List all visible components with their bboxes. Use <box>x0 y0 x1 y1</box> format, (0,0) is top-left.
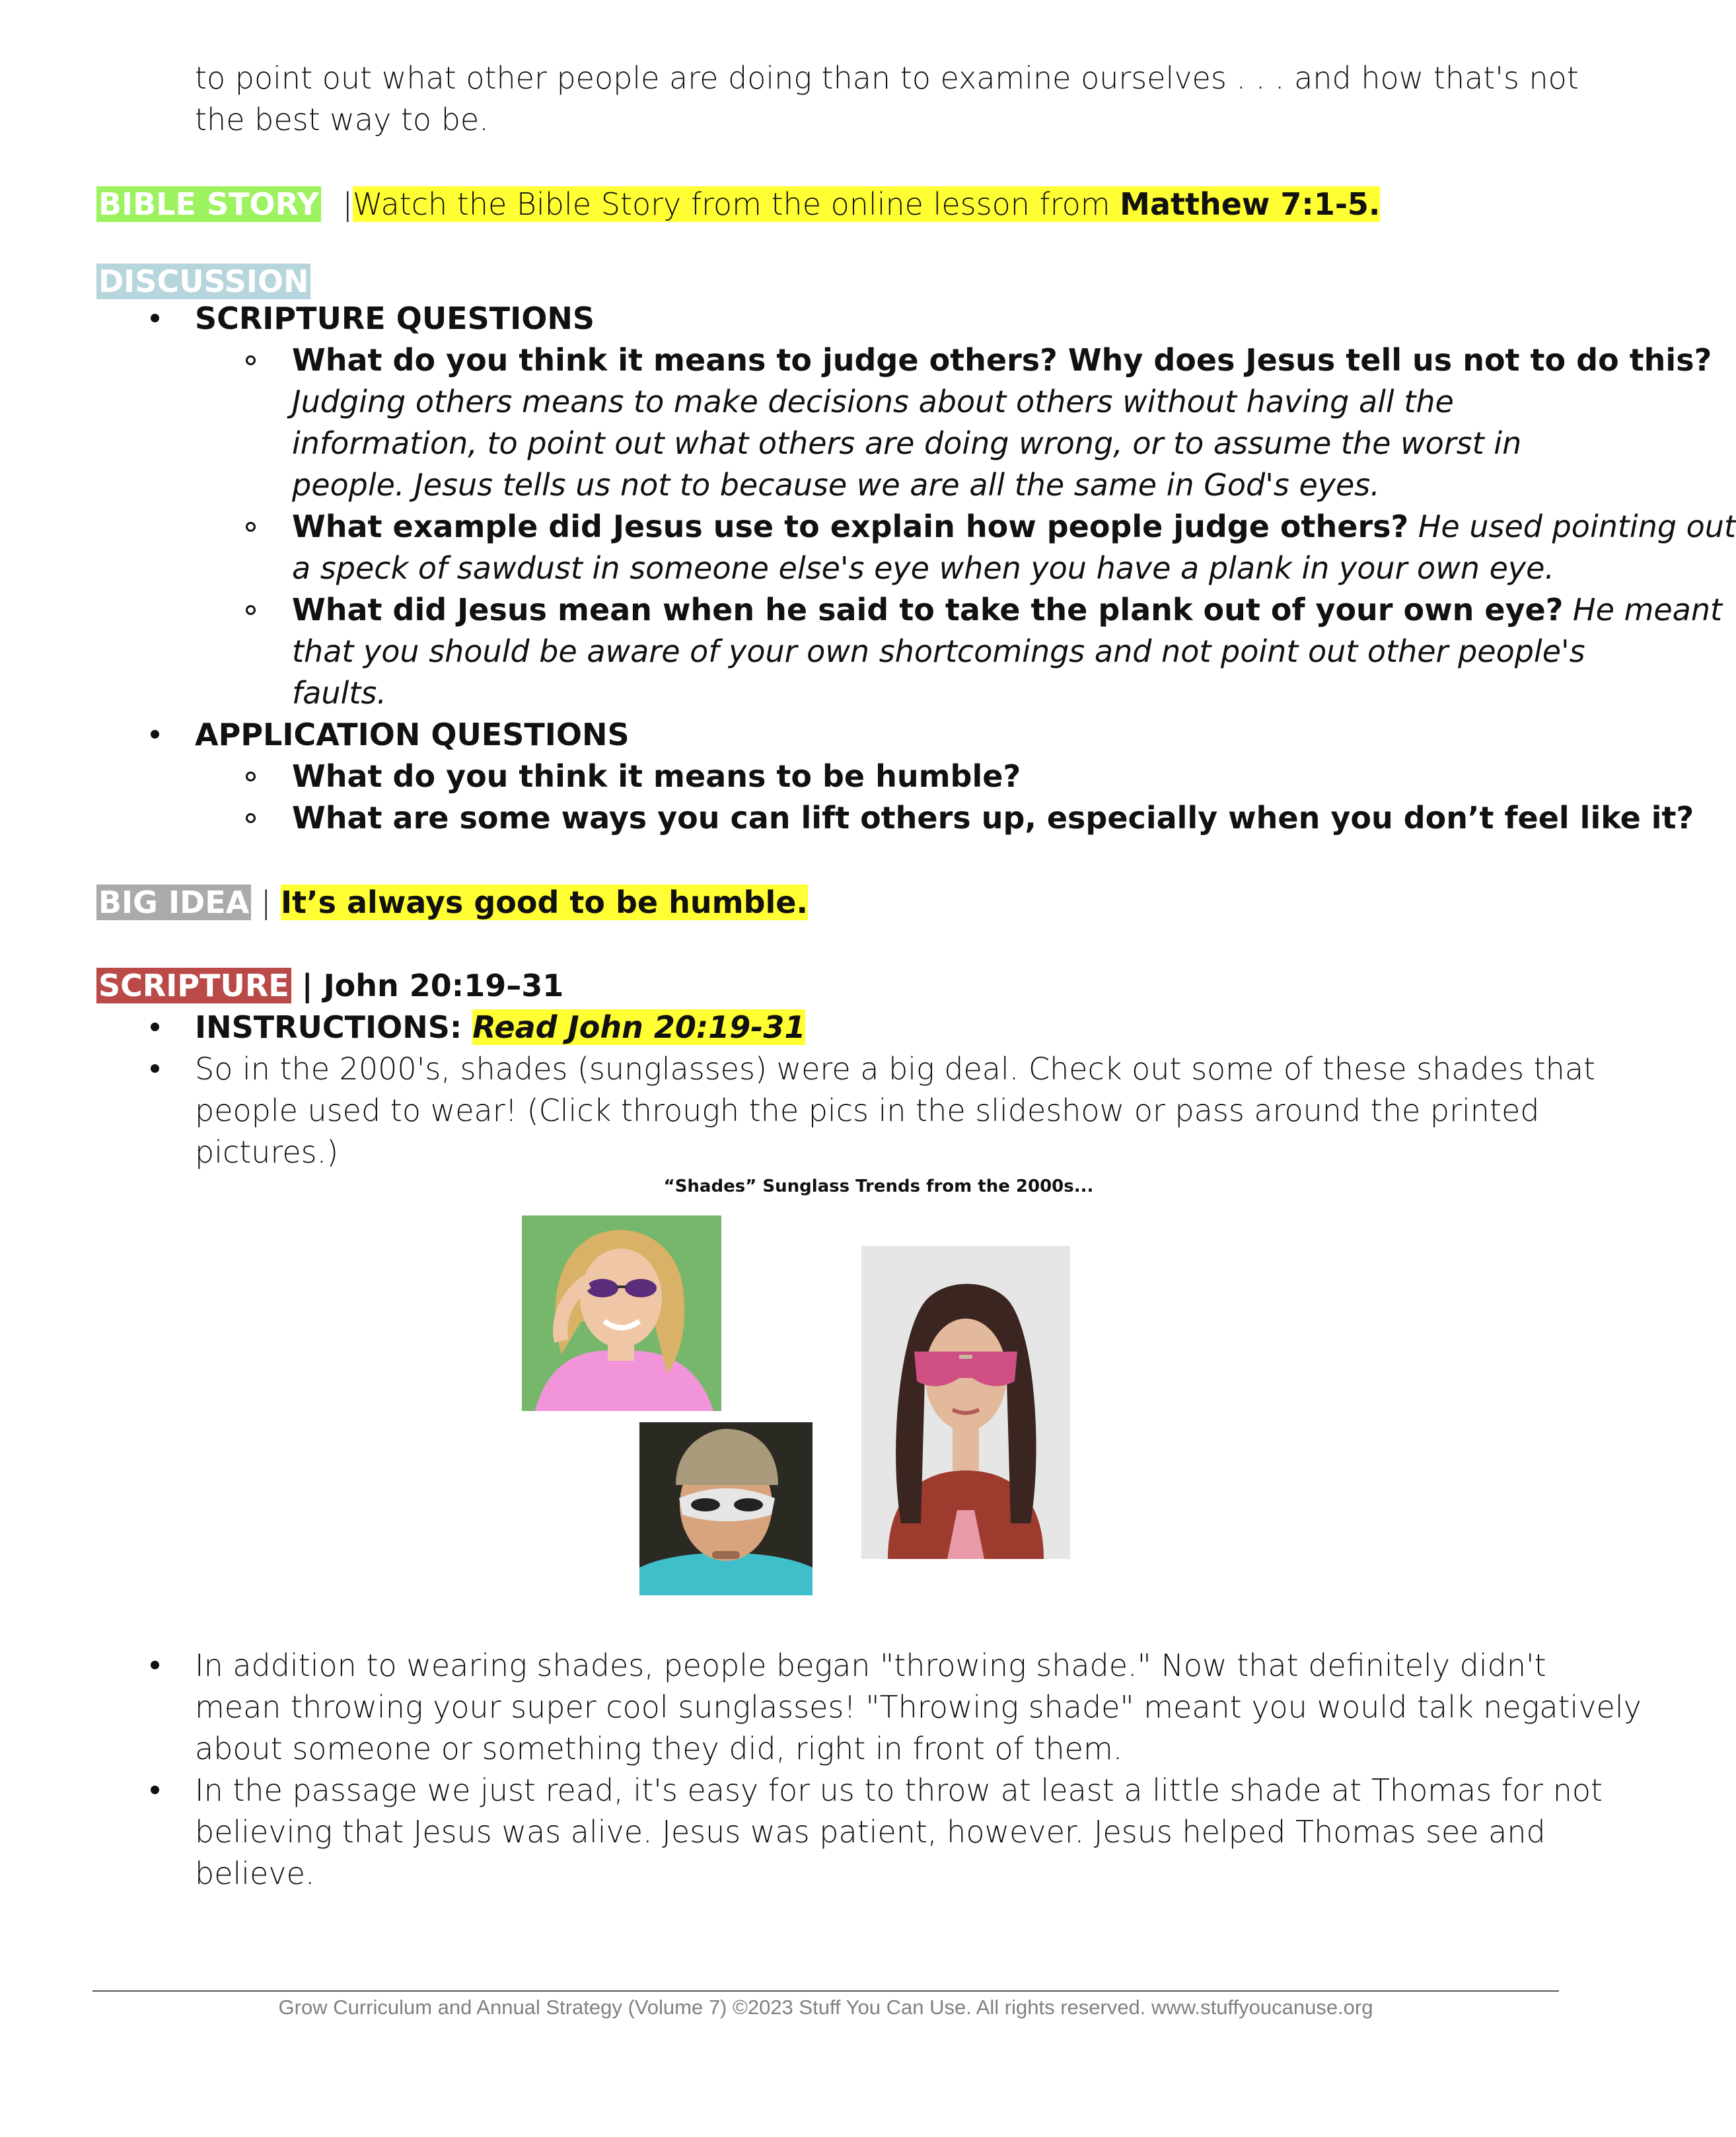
person-sunglasses-illustration <box>861 1246 1070 1559</box>
bible-story-row <box>96 184 1380 225</box>
sub-bullet <box>246 355 256 365</box>
bullet <box>151 1023 159 1031</box>
question: What did Jesus mean when he said to take the plank out of your own eye? <box>292 592 1564 628</box>
answer-line: Judging others means to make decisions about others without having all the <box>292 384 1454 419</box>
body-line: believe. <box>195 1856 315 1891</box>
discussion-tag: DISCUSSION <box>96 264 310 299</box>
bible-story-text <box>353 186 1380 222</box>
answer-line: faults. <box>292 675 386 711</box>
bullet <box>151 1786 159 1794</box>
big-idea-tag: BIG IDEA <box>96 885 251 920</box>
sub-bullet <box>246 813 256 823</box>
separator: | <box>251 885 281 920</box>
question-row <box>292 589 1722 631</box>
question: What example did Jesus use to explain how people judge others? <box>292 509 1409 544</box>
scripture-reference: John 20:19–31 <box>323 968 564 1003</box>
answer-line: a speck of sawdust in someone else's eye when you have a plank in your own eye. <box>292 550 1555 586</box>
body-line: mean throwing your super cool sunglasses! "Throwing shade" meant you would talk negatively <box>195 1689 1642 1725</box>
copyright-footer: Grow Curriculum and Annual Strategy (Volume 7) ©2023 Stuff You Can Use. All rights reserved. www.stuffyoucanuse.org <box>278 1996 1373 2019</box>
sub-bullet <box>246 772 256 781</box>
bible-story-instruction: Watch the Bible Story from the online lesson from <box>352 186 1120 222</box>
bible-story-reference: Matthew 7:1-5. <box>1120 186 1381 222</box>
question: What do you think it means to be humble? <box>292 758 1021 794</box>
answer-line: that you should be aware of your own shortcomings and not point out other people's <box>292 634 1585 669</box>
answer-line: people. Jesus tells us not to because we are all the same in God's eyes. <box>292 467 1380 503</box>
instructions-text: Read John 20:19-31 <box>472 1009 806 1045</box>
body-line: about someone or something they did, right in front of them. <box>195 1731 1123 1766</box>
scripture-row <box>96 965 563 1007</box>
sub-bullet <box>246 605 256 615</box>
intro-line: to point out what other people are doing than to examine ourselves . . . and how that's not <box>195 60 1579 96</box>
scripture-questions-heading: SCRIPTURE QUESTIONS <box>195 301 595 336</box>
sunglasses-photo-2 <box>639 1422 813 1595</box>
body-line: In addition to wearing shades, people began "throwing shade." Now that definitely didn't <box>195 1648 1546 1683</box>
body-line: people used to wear! (Click through the pics in the slideshow or pass around the printed <box>195 1093 1540 1128</box>
separator: | <box>291 968 324 1003</box>
bullet <box>151 1661 159 1669</box>
body-line: pictures.) <box>195 1134 339 1170</box>
instructions-label: INSTRUCTIONS: <box>195 1009 473 1045</box>
intro-line: the best way to be. <box>195 102 489 137</box>
sub-bullet <box>246 522 256 532</box>
question: What are some ways you can lift others up, especially when you don’t feel like it? <box>292 800 1694 836</box>
sunglasses-photo-1 <box>522 1215 721 1411</box>
answer-line: He used pointing out <box>1408 509 1736 544</box>
question-row <box>292 506 1736 548</box>
footer-divider <box>92 1990 1559 1992</box>
discussion-row <box>96 261 310 303</box>
big-idea-text: It’s always good to be humble. <box>281 885 808 920</box>
scripture-tag: SCRIPTURE <box>96 968 291 1003</box>
separator: | <box>342 186 353 222</box>
answer-line: information, to point out what others are doing wrong, or to assume the worst in <box>292 425 1522 461</box>
question: What do you think it means to judge others? Why does Jesus tell us not to do this? <box>292 342 1712 378</box>
instructions-row <box>195 1007 805 1048</box>
body-line: So in the 2000's, shades (sunglasses) were a big deal. Check out some of these shades that <box>195 1051 1596 1087</box>
person-sunglasses-illustration <box>639 1422 813 1595</box>
image-caption: “Shades” Sunglass Trends from the 2000s... <box>663 1177 1094 1196</box>
bible-story-tag: BIBLE STORY <box>96 186 321 222</box>
answer-line: He meant <box>1563 592 1723 628</box>
application-questions-heading: APPLICATION QUESTIONS <box>195 717 630 752</box>
bullet <box>151 1064 159 1073</box>
big-idea-row <box>96 882 808 924</box>
body-line: In the passage we just read, it's easy for us to throw at least a little shade at Thomas for not <box>195 1772 1603 1808</box>
person-sunglasses-illustration <box>522 1215 721 1411</box>
bullet <box>151 314 159 322</box>
sunglasses-photo-3 <box>861 1246 1070 1559</box>
body-line: believing that Jesus was alive. Jesus was patient, however. Jesus helped Thomas see and <box>195 1814 1546 1850</box>
bullet <box>151 730 159 739</box>
